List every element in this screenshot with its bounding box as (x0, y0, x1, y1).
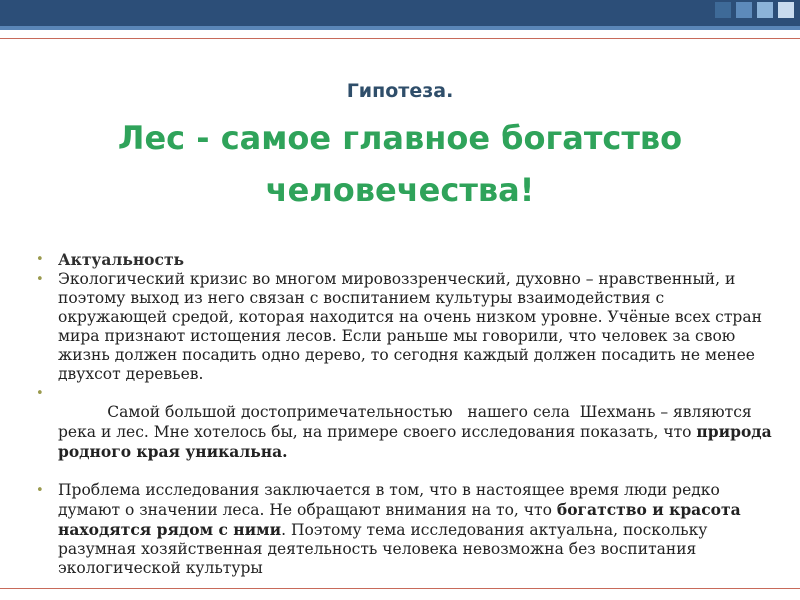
paragraph-text: Экологический кризис во многом мировоззренческий, духовно – нравственный, и поэтому выход из него связан с воспитанием культуры взаимодействия с окружающей средой, которая находится на очень низком уровне. Учёные всех стран мира признают истощения лесов. Если раньше мы говорили, что человек за свою жизнь должен посадить одно дерево, то сегодня каждый должен посадить не менее двухсот деревьев. (58, 270, 762, 383)
emphasis-text: природа родного края уникальна. (58, 422, 778, 461)
bullet-icon: • (36, 272, 44, 287)
list-item (36, 384, 776, 481)
list-item (36, 270, 776, 384)
list-item (36, 250, 776, 270)
emphasis-text: богатство и красота находятся рядом с ними (58, 500, 741, 539)
title-line-2: человечества! (265, 171, 535, 209)
decor-square (715, 2, 731, 18)
slide-body (36, 250, 776, 578)
section-heading: Актуальность (58, 250, 185, 269)
slide-title (40, 80, 760, 216)
top-banner (0, 0, 800, 26)
decor-square (736, 2, 752, 18)
paragraph-text: Проблема исследования заключается в том, что в настоящее время люди редко думают о значении леса. Не обращают внимания на то, что (58, 481, 720, 519)
top-divider (0, 38, 800, 39)
bottom-divider (0, 588, 800, 589)
title-line-1: Лес - самое главное богатство (117, 119, 683, 157)
decor-square (757, 2, 773, 18)
list-item (36, 481, 776, 578)
paragraph-text: . Поэтому тема исследования актуальна, поскольку разумная хозяйственная деятельность человека невозможна без воспитания экологической культуры (58, 521, 708, 577)
decorative-squares (715, 2, 794, 18)
paragraph-text: Самой большой достопримечательностью нашего села Шехмань – являются река и лес. Мне хотелось бы, на примере своего исследования показать, что (58, 403, 757, 441)
decor-square (778, 2, 794, 18)
bullet-icon: • (36, 252, 44, 267)
hypothesis-label: Гипотеза. (346, 80, 454, 102)
bullet-icon: • (36, 483, 44, 498)
bullet-icon: • (36, 386, 44, 401)
